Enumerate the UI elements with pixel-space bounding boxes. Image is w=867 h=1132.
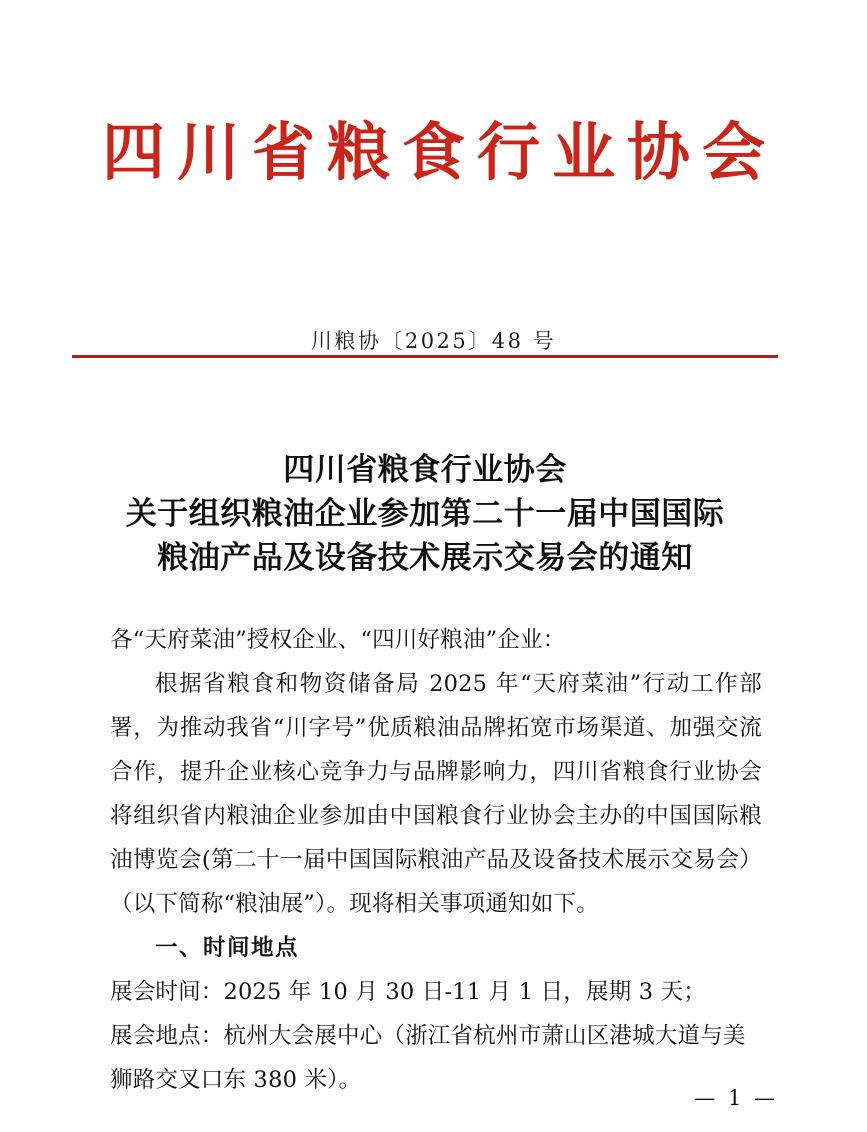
section-1-line-1: 展会时间：2025 年 10 月 30 日-11 月 1 日，展期 3 天； (110, 979, 707, 1005)
letterhead (0, 115, 867, 189)
document-number-row (0, 325, 867, 355)
section-1-line-2: 展会地点：杭州大会展中心（浙江省杭州市萧山区港城大道与美狮路交叉口东 380 米）。 (110, 1023, 746, 1093)
document-title-line-1: 四川省粮食行业协会 (283, 452, 567, 488)
document-title-line-2: 关于组织粮油企业参加第二十一届中国国际 (125, 496, 725, 532)
section-heading-1: 一、时间地点 (155, 935, 300, 961)
body-paragraph-1: 根据省粮食和物资储备局 2025 年“天府菜油”行动工作部署，为推动我省“川字号”优质粮油品牌拓宽市场渠道、加强交流合作，提升企业核心竞争力与品牌影响力，四川省粮食行业协会将组织省内粮油企业参加由中国粮食行业协会主办的中国国际粮油博览会(第二十一届中国国际粮油产品及设备技术展示交易会）（以下简称“粮油展”）。现将相关事项通知如下。 (110, 671, 762, 917)
letterhead-organization-name: 四川省粮食行业协会 (102, 115, 777, 189)
document-number: 川粮协〔2025〕48 号 (310, 329, 557, 353)
red-separator-rule (72, 355, 778, 358)
document-title-line-3: 粮油产品及设备技术展示交易会的通知 (157, 540, 693, 576)
document-body (110, 618, 762, 1102)
page-number: — 1 — (694, 1086, 778, 1110)
salutation: 各“天府菜油”授权企业、“四川好粮油”企业： (110, 627, 566, 653)
document-title (72, 448, 778, 580)
